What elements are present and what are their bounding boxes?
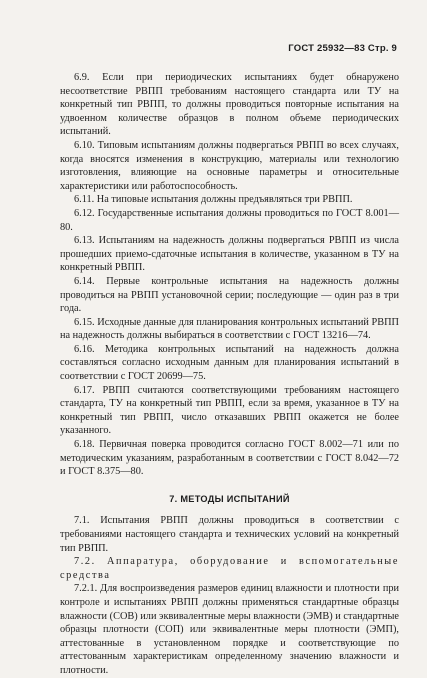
paragraph-6-16: 6.16. Методика контрольных испытаний на надежность должна составляться согласно исходным данным для планирования испытаний в соответствии с ГОСТ 20699—75. [60, 343, 399, 383]
document-body [60, 71, 399, 678]
paragraph-6-9: 6.9. Если при периодических испытаниях будет обнаружено несоответствие РВПП требованиям настоящего стандарта или ТУ на конкретный тип РВПП, то должны проводиться повторные испытания на удвоенном количестве образцов в полном объеме периодических испытаний. [60, 72, 399, 138]
paragraph-7-2: 7.2. Аппаратура, оборудование и вспомогательные средства [60, 556, 399, 581]
paragraph-6-12: 6.12. Государственные испытания должны проводиться по ГОСТ 8.001—80. [60, 207, 399, 233]
paragraph-6-15: 6.15. Исходные данные для планирования контрольных испытаний РВПП на надежность должны выбираться в соответствии с ГОСТ 13216—74. [60, 316, 399, 342]
paragraph-7-1: 7.1. Испытания РВПП должны проводиться в соответствии с требованиями настоящего стандарта и технических условий на конкретный тип РВПП. [60, 515, 399, 554]
paragraph-6-14: 6.14. Первые контрольные испытания на надежность должны проводиться на РВПП установочной серии; последующие — один раз в три года. [60, 275, 399, 315]
paragraph-6-10: 6.10. Типовым испытаниям должны подвергаться РВПП во всех случаях, когда вносятся изменения в конструкцию, материалы или технологию изготовления, влияющие на основные параметры и относительные характеристики или работоспособность. [60, 139, 399, 192]
paragraph-7-2-1: 7.2.1. Для воспроизведения размеров единиц влажности и плотности при контроле и испытаниях РВПП должны применяться стандартные образцы влажности (СОВ) или эквивалентные меры влажности (ЭМВ) и стандартные образцы плотности (СОП) или эквивалентные меры плотности (ЭМП), аттестованные в установленном порядке и соответствующие по аттестованным характеристикам определенному значению влажности и плотности. [60, 583, 399, 676]
running-header: ГОСТ 25932—83 Стр. 9 [288, 43, 397, 54]
section-heading: 7. МЕТОДЫ ИСПЫТАНИЙ [169, 493, 290, 504]
paragraph-6-11: 6.11. На типовые испытания должны предъявляться три РВПП. [74, 194, 353, 206]
paragraph-6-18: 6.18. Первичная поверка проводится согласно ГОСТ 8.002—71 или по методическим указаниям, разработанным в соответствии с ГОСТ 8.042—72 и ГОСТ 8.375—80. [60, 439, 399, 478]
paragraph-6-17: 6.17. РВПП считаются соответствующими требованиям настоящего стандарта, ТУ на конкретный тип РВПП, если за время, указанное в ТУ на конкретный тип РВПП, число отказавших РВПП окажется не более указанного. [60, 384, 399, 437]
paragraph-6-13: 6.13. Испытаниям на надежность должны подвергаться РВПП из числа прошедших приемо-сдаточные испытания в количестве, указанном в ТУ на конкретный РВПП. [60, 235, 399, 274]
